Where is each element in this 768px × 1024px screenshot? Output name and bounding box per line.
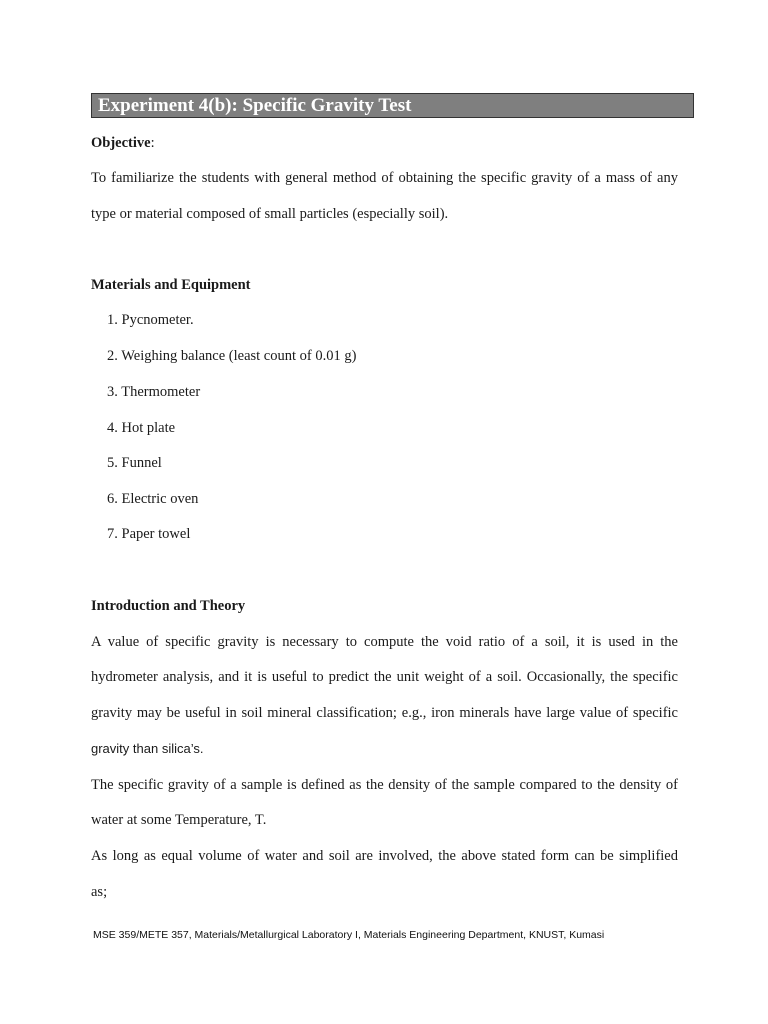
intro-paragraph-1-line-2: hydrometer analysis, and it is useful to predict the unit weight of a soil. Occasionally, the specific (91, 669, 678, 685)
intro-paragraph-1-line-1: A value of specific gravity is necessary to compute the void ratio of a soil, it is used in the (91, 634, 678, 650)
intro-paragraph-3-line-2: as; (91, 884, 108, 900)
objective-text-line-1: To familiarize the students with general method of obtaining the specific gravity of a mass of any (91, 170, 678, 186)
intro-paragraph-1-line-4: gravity than silica’s. (91, 741, 204, 756)
materials-list-item: 2. Weighing balance (least count of 0.01 g) (107, 348, 357, 364)
materials-list-item: 4. Hot plate (107, 420, 176, 436)
materials-list-item: 6. Electric oven (107, 491, 199, 507)
objective-text-line-2: type or material composed of small particles (especially soil). (91, 206, 449, 222)
page-footer: MSE 359/METE 357, Materials/Metallurgical Laboratory I, Materials Engineering Department, KNUST, Kumasi (93, 929, 605, 941)
materials-list-item: 5. Funnel (107, 455, 162, 471)
materials-list-item: 3. Thermometer (107, 384, 201, 400)
intro-paragraph-1-line-3: gravity may be useful in soil mineral classification; e.g., iron minerals have large value of specific (91, 705, 678, 721)
page-title: Experiment 4(b): Specific Gravity Test (98, 95, 412, 116)
materials-heading: Materials and Equipment (91, 277, 251, 293)
intro-paragraph-2-line-2: water at some Temperature, T. (91, 812, 267, 828)
introduction-heading: Introduction and Theory (91, 598, 246, 614)
objective-colon: : (150, 135, 155, 151)
objective-heading: Objective (91, 135, 151, 151)
intro-paragraph-2-line-1: The specific gravity of a sample is defined as the density of the sample compared to the density of (91, 777, 678, 793)
objective-heading-line (91, 134, 155, 152)
materials-list-item: 7. Paper towel (107, 526, 191, 542)
intro-paragraph-3-line-1: As long as equal volume of water and soil are involved, the above stated form can be simplified (91, 848, 678, 864)
experiment-title-bar (91, 93, 694, 118)
materials-list-item: 1. Pycnometer. (107, 312, 194, 328)
